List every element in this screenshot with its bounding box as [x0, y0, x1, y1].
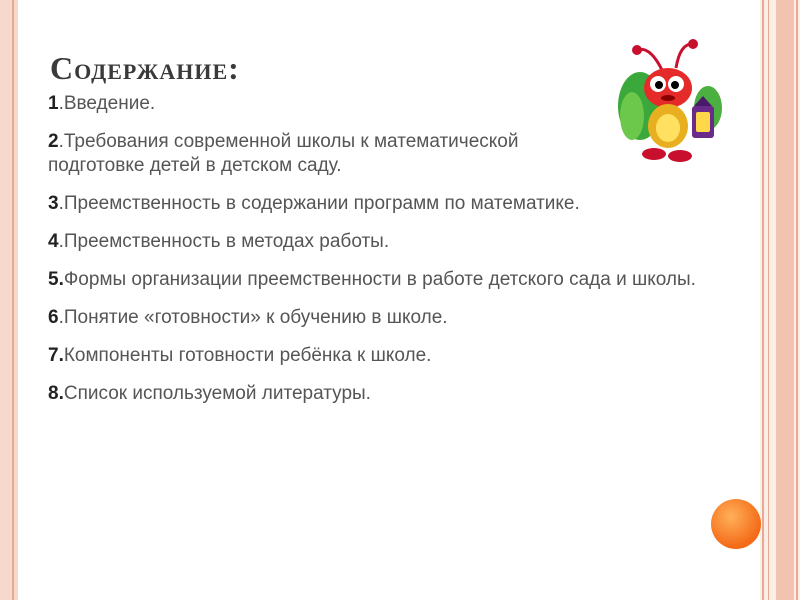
- item-number: 2: [48, 131, 59, 152]
- item-number: 6: [48, 307, 59, 328]
- item-text: .Преемственность в содержании программ по математике.: [58, 193, 580, 214]
- cartoon-ant-with-lantern-icon: [610, 36, 730, 166]
- item-number: 3: [48, 193, 59, 214]
- list-item: [48, 382, 738, 406]
- item-text: .Понятие «готовности» к обучению в школе.: [58, 307, 448, 328]
- slide-title: Содержание:: [50, 50, 240, 86]
- item-text: .Требования современной школы к математической подготовке детей в детском саду.: [48, 131, 519, 176]
- orange-circle-decoration: [711, 499, 761, 549]
- item-text: Формы организации преемственности в работе детского сада и школы.: [63, 269, 696, 290]
- item-text: .Преемственность в методах работы.: [58, 231, 390, 252]
- item-text: .Введение.: [58, 93, 156, 114]
- item-text: Компоненты готовности ребёнка к школе.: [63, 345, 432, 366]
- item-text: Список используемой литературы.: [63, 383, 371, 404]
- list-item: [48, 130, 618, 178]
- list-item: [48, 344, 738, 368]
- item-number: 1: [48, 93, 59, 114]
- item-number: 4: [48, 231, 59, 252]
- left-border-decoration: [0, 0, 18, 600]
- item-number: 5.: [48, 269, 64, 290]
- list-item: [48, 306, 738, 330]
- list-item: [48, 230, 738, 254]
- right-border-decoration: [760, 0, 800, 600]
- list-item: [48, 192, 738, 216]
- list-item: [48, 268, 728, 292]
- item-number: 7.: [48, 345, 64, 366]
- item-number: 8.: [48, 383, 64, 404]
